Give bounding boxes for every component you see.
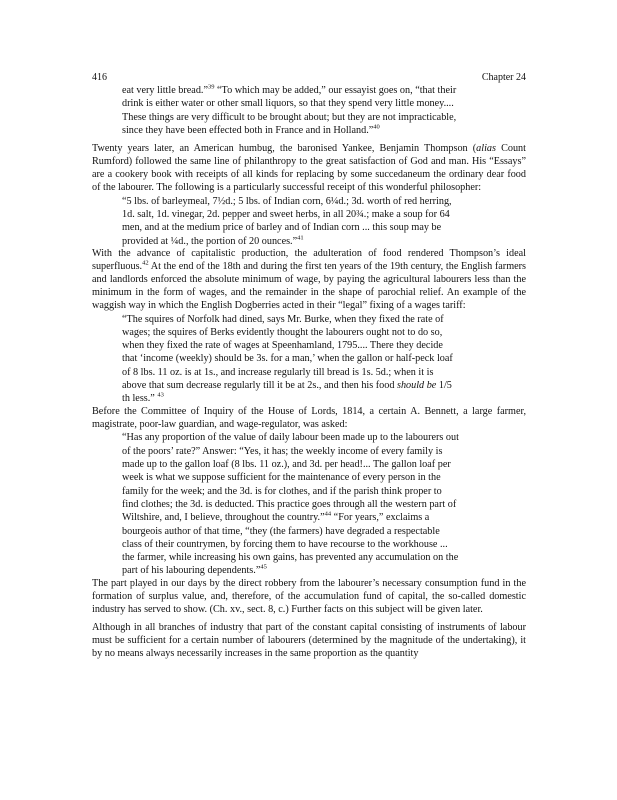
footnote-ref[interactable]: 40: [373, 123, 380, 131]
quote-line: These things are very difficult to be brought about; but they are not impracticable,: [122, 111, 457, 123]
italic-alias: alias: [476, 143, 496, 155]
quote-line: 1d. salt, 1d. vinegar, 2d. pepper and sweet herbs, in all 20¾.; make a soup for 64: [122, 209, 450, 221]
quote-line: class of their countrymen, by forcing them to have recourse to the workhouse ...: [122, 538, 448, 550]
quote-line: of the poors’ rate?” Answer: “Yes, it has; the weekly income of every family is: [122, 445, 443, 457]
quote-line: men, and at the medium price of barley and of Indian corn ... this soup may be: [122, 222, 442, 234]
quote-line: above that sum decrease regularly till it be at 2s., and then his food should be 1/5: [122, 380, 452, 392]
block-quote-3: [122, 313, 467, 406]
quote-line: “Has any proportion of the value of daily labour been made up to the labourers out: [122, 432, 459, 444]
paragraph-robbery: The part played in our days by the direct robbery from the labourer’s necessary consumption fund in the formation of surplus value, and, therefore, of the accumulation fund of capital, the so-called domestic industry has served to show. (Ch. xv., sect. 8, c.) Further facts on this subject will be given later.: [92, 577, 526, 615]
paragraph-committee: Before the Committee of Inquiry of the House of Lords, 1814, a certain A. Bennett, a large farmer, magistrate, poor-law guardian, and wage-regulator, was asked:: [92, 405, 526, 430]
quote-line: drink is either water or other small liquors, so that they spend very little money....: [122, 98, 454, 110]
footnote-ref[interactable]: 42: [142, 259, 149, 267]
quote-line: week is what we suppose sufficient for the maintenance of every person in the: [122, 472, 441, 484]
quote-line: part of his labouring dependents.”$^{45}$: [122, 564, 267, 577]
quote-line: family for the week; and the 3d. is for clothes, and if the parish think proper to: [122, 485, 442, 497]
quote-line: “5 lbs. of barleymeal, 7½d.; 5 lbs. of Indian corn, 6¼d.; 3d. worth of red herring,: [122, 195, 452, 207]
page-body: [92, 84, 526, 661]
quote-line: when they fixed the rate of wages at Speenhamland, 1795.... There they decide: [122, 340, 443, 352]
quote-line: “The squires of Norfolk had dined, says Mr. Burke, when they fixed the rate of: [122, 313, 444, 325]
quote-line: the farmer, while increasing his own gains, has prevented any accumulation on the: [122, 552, 459, 564]
block-quote-4: [122, 431, 467, 577]
quote-line: made up to the gallon loaf (8 lbs. 11 oz.), and 3d. per head!... The gallon loaf per: [122, 459, 451, 471]
quote-line: wages; the squires of Berks evidently thought the labourers ought not to do so,: [122, 326, 443, 338]
quote-line: provided at ¼d., the portion of 20 ounces.”$^{41}$: [122, 234, 304, 247]
paragraph-constant-capital: Although in all branches of industry that part of the constant capital consisting of instruments of labour must be sufficient for a certain number of labourers (determined by the magnitude of the undertaking), it by no means always necessarily increases in the same proportion as the quantity: [92, 622, 526, 660]
chapter-title: Chapter 24: [481, 72, 526, 83]
block-quote-1: [122, 84, 467, 137]
footnote-ref[interactable]: 39: [207, 83, 215, 91]
paragraph-rumford: Twenty years later, an American humbug, the baronised Yankee, Benjamin Thompson (alias Count Rumford) followed the same line of philanthropy to the great satisfaction of God and man. His “Essays” are a cookery book with receipts of all kinds for replacing by some succedaneum the ordinary dear food of the labourer. The following is a particularly successful receipt of this wonderful philosopher:: [92, 143, 526, 193]
footnote-ref[interactable]: 45: [260, 564, 267, 571]
quote-line: since they have been effected both in France and in Holland.”$^{40}$: [122, 123, 380, 136]
block-quote-2: [122, 195, 467, 248]
quote-line: Wiltshire, and, I believe, throughout the country.”$^{44}$ “For years,” exclaims a: [122, 510, 430, 524]
quote-line: eat very little bread.”$^{39}$ “To which may be added,” our essayist goes on, “that their: [122, 83, 457, 96]
paragraph-adulteration: With the advance of capitalistic production, the adulteration of food rendered Thompson’s ideal superfluous.$^{42}$ At the end of the 18th and during the first ten years of the 19th century, the English farmers and landlords enforced the absolute minimum of wage, by paying the agricultural labourers less than the minimum in the form of wages, and the remainder in the shape of parochial relief. An example of the waggish way in which the English Dogberries acted in their “legal” fixing of a wages tariff:: [92, 248, 526, 311]
quote-line: of 8 lbs. 11 oz. is at 1s., and increase regularly till bread is 1s. 5d.; when it is: [122, 366, 434, 378]
footnote-ref[interactable]: 44: [324, 510, 332, 518]
quote-line: that ‘income (weekly) should be 3s. for a man,’ when the gallon or half-peck loaf: [122, 353, 453, 365]
italic-should-be: should be: [396, 380, 437, 392]
quote-line: bourgeois author of that time, “they (the farmers) have degraded a respectable: [122, 525, 440, 537]
page-number: 416: [92, 72, 107, 83]
quote-line: th less.” $^{43}$: [122, 391, 164, 405]
footnote-ref[interactable]: 41: [297, 234, 304, 242]
quote-line: find clothes; the 3d. is deducted. This practice goes through all the western part of: [122, 498, 457, 510]
footnote-ref[interactable]: 43: [157, 391, 164, 399]
